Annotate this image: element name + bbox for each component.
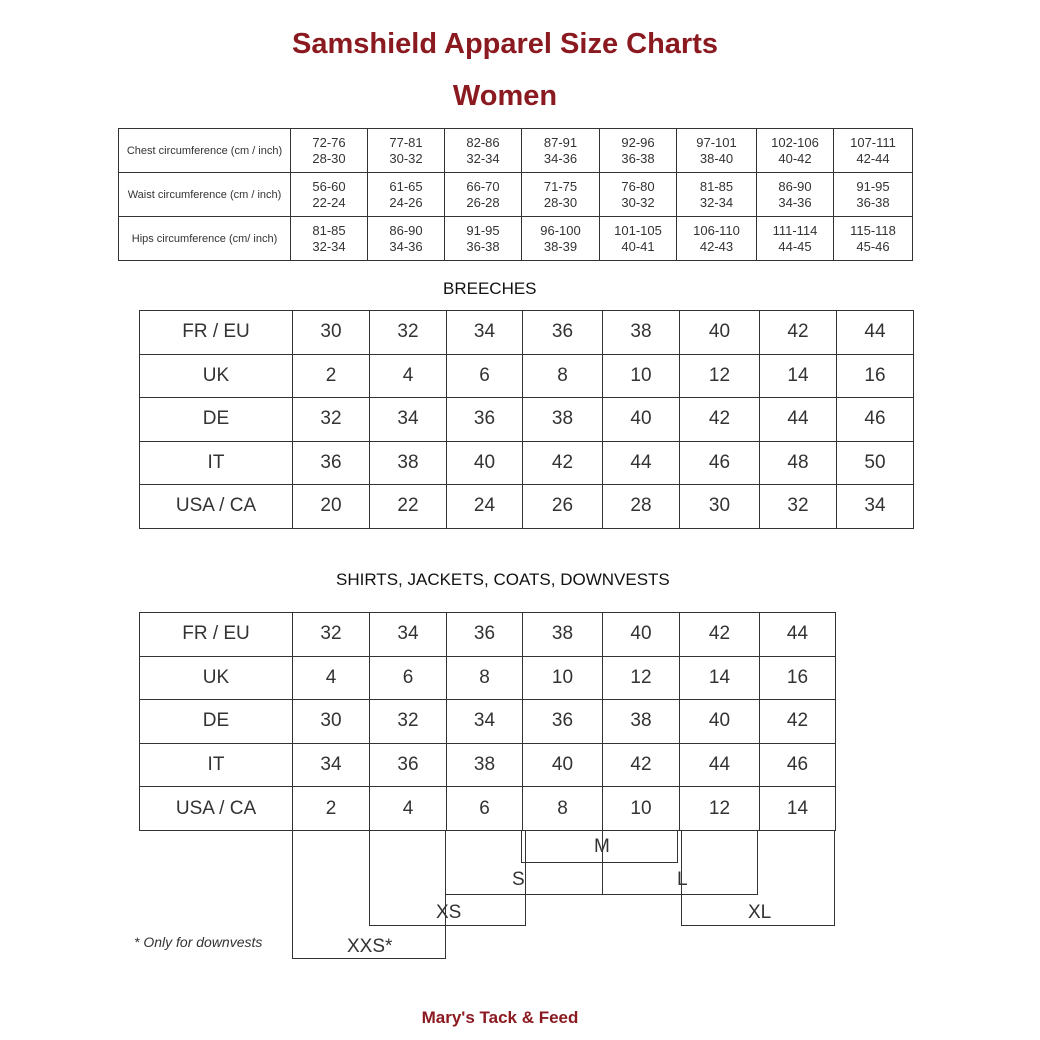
shirts-row <box>140 656 836 700</box>
inch-range: 36-38 <box>466 238 500 254</box>
size-system-label: UK <box>140 656 293 700</box>
size-value-cell: 22 <box>370 485 447 529</box>
cm-range: 87-91 <box>543 134 578 150</box>
size-system-label: IT <box>140 441 293 485</box>
cm-range: 76-80 <box>621 178 655 194</box>
size-xl-label: XL <box>748 902 772 923</box>
size-value-cell: 36 <box>293 441 370 485</box>
size-value-cell: 4 <box>370 354 447 398</box>
measurement-cell <box>834 129 913 173</box>
page-subtitle: Women <box>452 80 558 112</box>
size-value-cell: 38 <box>523 613 603 657</box>
inch-range: 32-34 <box>466 150 500 166</box>
size-value-cell: 38 <box>603 700 680 744</box>
measurement-cell <box>291 173 368 217</box>
measurement-cell <box>445 129 522 173</box>
size-value-cell: 42 <box>603 743 680 787</box>
size-value-cell: 40 <box>603 613 680 657</box>
measurement-cell <box>522 129 600 173</box>
size-value-cell: 14 <box>680 656 760 700</box>
size-value-cell: 44 <box>760 613 836 657</box>
shirts-table <box>139 612 836 831</box>
size-value-cell: 32 <box>760 485 837 529</box>
size-value-cell: 38 <box>447 743 523 787</box>
size-value-cell: 2 <box>293 354 370 398</box>
inch-range: 38-40 <box>699 150 734 166</box>
size-value-cell: 20 <box>293 485 370 529</box>
inch-range: 32-34 <box>312 238 346 254</box>
measurement-cell <box>291 129 368 173</box>
size-value-cell: 44 <box>837 311 914 355</box>
size-system-label: UK <box>140 354 293 398</box>
size-value-cell: 6 <box>370 656 447 700</box>
size-value-cell: 12 <box>680 787 760 831</box>
size-value-cell: 44 <box>760 398 837 442</box>
size-value-cell: 42 <box>523 441 603 485</box>
size-value-cell: 42 <box>680 398 760 442</box>
size-value-cell: 8 <box>523 354 603 398</box>
cm-range: 86-90 <box>389 222 423 238</box>
size-value-cell: 26 <box>523 485 603 529</box>
cm-range: 107-111 <box>850 134 896 150</box>
cm-range: 81-85 <box>312 222 346 238</box>
cm-range: 91-95 <box>856 178 890 194</box>
measurement-cell <box>600 129 677 173</box>
cm-range: 82-86 <box>466 134 500 150</box>
size-value-cell: 30 <box>680 485 760 529</box>
size-value-cell: 48 <box>760 441 837 485</box>
measurement-row-label: Waist circumference (cm / inch) <box>119 173 291 217</box>
measurement-cell <box>522 217 600 261</box>
measurement-cell <box>677 129 757 173</box>
inch-range: 42-44 <box>856 150 890 166</box>
size-value-cell: 34 <box>370 398 447 442</box>
page-title: Samshield Apparel Size Charts <box>291 28 718 60</box>
measurement-cell <box>600 217 677 261</box>
inch-range: 34-36 <box>778 194 812 210</box>
size-xs-label: XS <box>436 902 462 923</box>
inch-range: 28-30 <box>543 194 578 210</box>
size-value-cell: 10 <box>603 787 680 831</box>
measurement-cell <box>368 217 445 261</box>
size-value-cell: 10 <box>523 656 603 700</box>
size-value-cell: 42 <box>760 311 837 355</box>
measurements-table <box>118 128 913 261</box>
size-value-cell: 32 <box>293 398 370 442</box>
size-value-cell: 32 <box>370 700 447 744</box>
inch-range: 30-32 <box>389 150 423 166</box>
size-value-cell: 34 <box>837 485 914 529</box>
cm-range: 115-118 <box>850 222 896 238</box>
size-value-cell: 36 <box>447 398 523 442</box>
size-value-cell: 12 <box>603 656 680 700</box>
size-value-cell: 40 <box>603 398 680 442</box>
measurement-cell <box>677 217 757 261</box>
breeches-row <box>140 398 914 442</box>
size-system-label: IT <box>140 743 293 787</box>
shirts-row <box>140 700 836 744</box>
size-system-label: DE <box>140 700 293 744</box>
inch-range: 42-43 <box>699 238 734 254</box>
size-value-cell: 34 <box>447 700 523 744</box>
size-value-cell: 46 <box>680 441 760 485</box>
measurement-cell <box>291 217 368 261</box>
size-value-cell: 16 <box>760 656 836 700</box>
size-m-label: M <box>594 836 610 857</box>
inch-range: 24-26 <box>389 194 423 210</box>
measurement-cell <box>757 173 834 217</box>
cm-range: 81-85 <box>699 178 734 194</box>
footer-store-name: Mary's Tack & Feed <box>421 1008 579 1027</box>
cm-range: 66-70 <box>466 178 500 194</box>
measurement-cell <box>757 217 834 261</box>
shirts-row <box>140 743 836 787</box>
cm-range: 91-95 <box>466 222 500 238</box>
size-value-cell: 32 <box>370 311 447 355</box>
measurement-row <box>119 129 913 173</box>
cm-range: 97-101 <box>696 134 737 150</box>
breeches-row <box>140 441 914 485</box>
size-value-cell: 46 <box>760 743 836 787</box>
size-value-cell: 38 <box>370 441 447 485</box>
measurement-cell <box>368 129 445 173</box>
cm-range: 61-65 <box>389 178 423 194</box>
cm-range: 77-81 <box>389 134 423 150</box>
measurement-cell <box>834 217 913 261</box>
inch-range: 36-38 <box>856 194 890 210</box>
measurement-cell <box>834 173 913 217</box>
inch-range: 44-45 <box>778 238 812 254</box>
size-system-label: USA / CA <box>140 787 293 831</box>
size-value-cell: 6 <box>447 787 523 831</box>
cm-range: 102-106 <box>771 134 819 150</box>
inch-range: 36-38 <box>621 150 655 166</box>
size-value-cell: 4 <box>370 787 447 831</box>
cm-range: 111-114 <box>772 222 818 238</box>
size-value-cell: 40 <box>447 441 523 485</box>
size-value-cell: 32 <box>293 613 370 657</box>
size-value-cell: 2 <box>293 787 370 831</box>
breeches-title: BREECHES <box>443 279 537 298</box>
breeches-row <box>140 485 914 529</box>
size-value-cell: 44 <box>680 743 760 787</box>
breeches-row <box>140 311 914 355</box>
shirts-row <box>140 613 836 657</box>
inch-range: 34-36 <box>543 150 578 166</box>
inch-range: 26-28 <box>466 194 500 210</box>
cm-range: 96-100 <box>540 222 581 238</box>
size-value-cell: 34 <box>293 743 370 787</box>
size-value-cell: 12 <box>680 354 760 398</box>
cm-range: 92-96 <box>621 134 655 150</box>
size-value-cell: 8 <box>523 787 603 831</box>
size-value-cell: 36 <box>447 613 523 657</box>
size-value-cell: 14 <box>760 354 837 398</box>
size-value-cell: 42 <box>760 700 836 744</box>
size-value-cell: 6 <box>447 354 523 398</box>
measurement-cell <box>445 173 522 217</box>
shirts-title: SHIRTS, JACKETS, COATS, DOWNVESTS <box>336 570 670 589</box>
inch-range: 45-46 <box>856 238 890 254</box>
inch-range: 34-36 <box>389 238 423 254</box>
size-value-cell: 40 <box>523 743 603 787</box>
size-value-cell: 30 <box>293 700 370 744</box>
measurement-cell <box>600 173 677 217</box>
breeches-table <box>139 310 914 529</box>
measurement-row <box>119 173 913 217</box>
size-value-cell: 8 <box>447 656 523 700</box>
downvest-note: * Only for downvests <box>134 934 263 950</box>
measurement-cell <box>757 129 834 173</box>
size-value-cell: 24 <box>447 485 523 529</box>
measurement-cell <box>522 173 600 217</box>
size-value-cell: 50 <box>837 441 914 485</box>
size-s-label: S <box>512 869 525 890</box>
size-value-cell: 36 <box>523 311 603 355</box>
size-value-cell: 44 <box>603 441 680 485</box>
size-value-cell: 36 <box>523 700 603 744</box>
inch-range: 28-30 <box>312 150 346 166</box>
cm-range: 106-110 <box>693 222 740 238</box>
size-value-cell: 10 <box>603 354 680 398</box>
size-value-cell: 14 <box>760 787 836 831</box>
measurement-row-label: Chest circumference (cm / inch) <box>119 129 291 173</box>
inch-range: 38-39 <box>543 238 578 254</box>
size-value-cell: 4 <box>293 656 370 700</box>
measurement-row <box>119 217 913 261</box>
size-value-cell: 28 <box>603 485 680 529</box>
size-l-label: L <box>677 869 688 890</box>
inch-range: 30-32 <box>621 194 655 210</box>
size-system-label: FR / EU <box>140 613 293 657</box>
size-value-cell: 30 <box>293 311 370 355</box>
shirts-row <box>140 787 836 831</box>
measurement-row-label: Hips circumference (cm/ inch) <box>119 217 291 261</box>
size-value-cell: 46 <box>837 398 914 442</box>
size-value-cell: 38 <box>523 398 603 442</box>
size-value-cell: 16 <box>837 354 914 398</box>
cm-range: 72-76 <box>312 134 346 150</box>
inch-range: 40-42 <box>778 150 812 166</box>
cm-range: 86-90 <box>778 178 812 194</box>
size-system-label: FR / EU <box>140 311 293 355</box>
size-value-cell: 34 <box>447 311 523 355</box>
size-value-cell: 40 <box>680 311 760 355</box>
size-xxs-label: XXS* <box>347 936 393 957</box>
inch-range: 22-24 <box>312 194 346 210</box>
measurement-cell <box>677 173 757 217</box>
breeches-row <box>140 354 914 398</box>
size-system-label: DE <box>140 398 293 442</box>
size-value-cell: 42 <box>680 613 760 657</box>
measurement-cell <box>368 173 445 217</box>
size-value-cell: 40 <box>680 700 760 744</box>
size-value-cell: 36 <box>370 743 447 787</box>
size-value-cell: 38 <box>603 311 680 355</box>
size-system-label: USA / CA <box>140 485 293 529</box>
measurement-cell <box>445 217 522 261</box>
inch-range: 32-34 <box>699 194 734 210</box>
inch-range: 40-41 <box>621 238 655 254</box>
cm-range: 56-60 <box>312 178 346 194</box>
cm-range: 71-75 <box>543 178 578 194</box>
cm-range: 101-105 <box>614 222 662 238</box>
size-value-cell: 34 <box>370 613 447 657</box>
